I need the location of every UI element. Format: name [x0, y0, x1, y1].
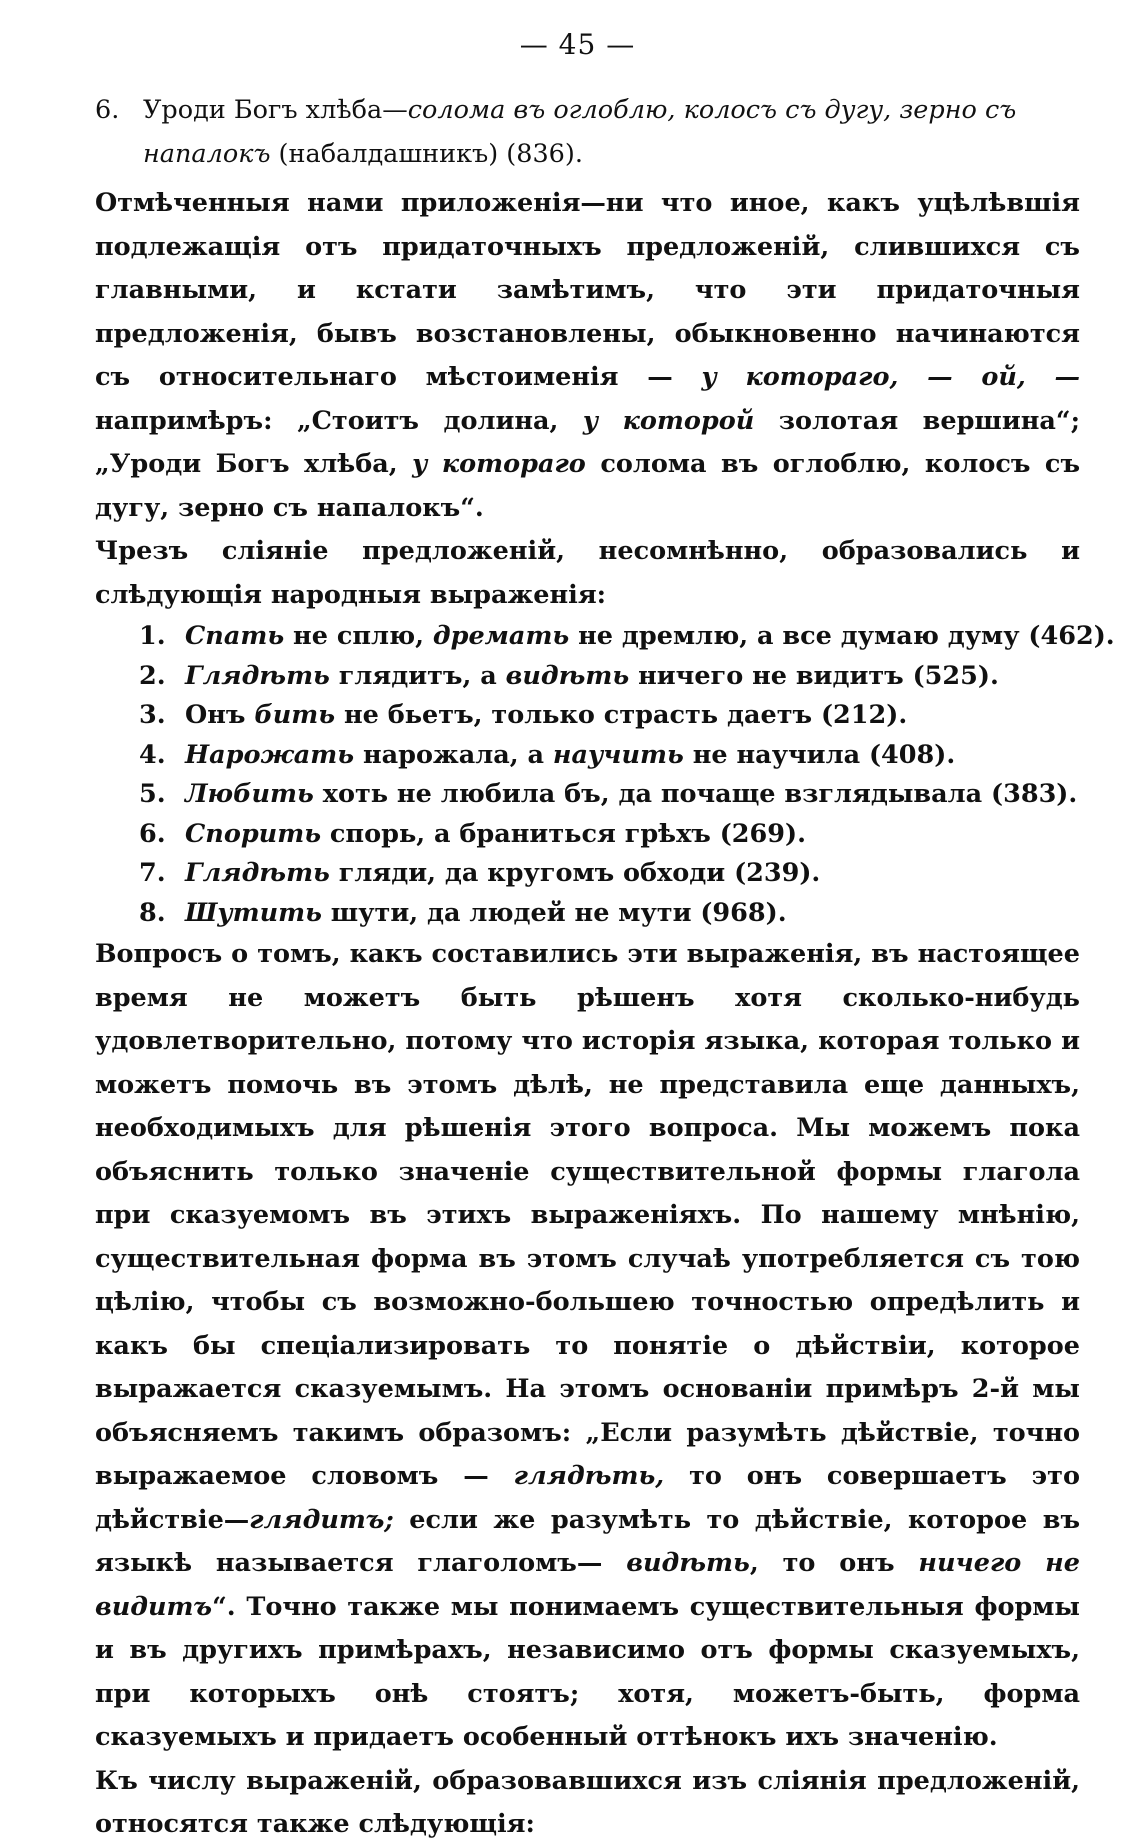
italic-run: Любить: [185, 779, 314, 809]
italic-run: Шутить: [185, 897, 322, 928]
book-page: [95, 28, 1115, 1847]
text-run: золотая вершина“; „Уроди Богъ хлѣба,: [95, 405, 1080, 479]
italic-run: Глядѣть: [185, 858, 330, 888]
italic-run: глядитъ;: [249, 1504, 394, 1535]
text-run: ничего не видитъ (525).: [629, 660, 999, 691]
list-item: [139, 775, 1080, 815]
italic-run: у котораго, — ой, —: [701, 362, 1081, 392]
list-item: [139, 736, 1080, 776]
item-number: 5.: [139, 779, 166, 809]
item-number: 2.: [139, 660, 166, 691]
text-run: Онъ: [185, 700, 255, 730]
entry-text: Уроди Богъ хлѣба—: [143, 95, 408, 125]
list-item: [139, 617, 1115, 657]
text-run: то онъ совершаетъ это дѣйствіе—: [95, 1461, 1080, 1535]
item-number: 7.: [139, 858, 166, 888]
item-number: 3.: [139, 700, 166, 730]
list-item: [139, 854, 1080, 894]
text-run: не научила (408).: [683, 739, 956, 770]
text-run: напримѣръ: „Стоитъ долина,: [95, 405, 583, 436]
text-run: не бьетъ, только страсть даетъ (212).: [335, 700, 908, 730]
text-run: , то онъ: [749, 1548, 919, 1578]
italic-run: ничего не видитъ: [95, 1548, 1080, 1622]
italic-run: бить: [254, 700, 336, 730]
list-item: [139, 815, 1080, 855]
text-run: шути, да людей не мути (968).: [321, 897, 787, 928]
item-number: 6.: [139, 818, 166, 849]
paragraph-explanation: [95, 933, 1080, 1760]
item-number: 8.: [139, 897, 166, 928]
page-number: — 45 —: [519, 28, 636, 61]
paragraph-intro-list: Чрезъ сліяніе предложеній, несомнѣнно, образовались и слѣдующія народныя выраженія:: [95, 536, 1080, 610]
text-run: Вопросъ о томъ, какъ составились эти выраженія, въ настоящее время не можетъ быть рѣшенъ хотя сколько-нибудь удовлетворительно, потому что исторія языка, которая только и можетъ помочь въ этомъ дѣлѣ, не представила еще данныхъ, необходимыхъ для рѣшенія этого вопроса. Мы можемъ пока объяснить только значеніе существительной формы глагола при сказуемомъ въ этихъ выраженіяхъ. По нашему мнѣнію, существительная форма въ этомъ случаѣ употребляется съ тою цѣлію, чтобы съ возможно-большею точностью опредѣлить и какъ бы спеціализировать то понятіе о дѣйствіи, которое выражается сказуемымъ. На этомъ основаніи примѣръ 2-й мы объясняемъ такимъ образомъ: „Если разумѣть дѣйствіе, точно выражаемое словомъ —: [95, 939, 1080, 1491]
entry-number: 6.: [95, 95, 120, 125]
text-run: гляди, да кругомъ обходи (239).: [329, 858, 821, 888]
italic-run: у котораго: [412, 449, 586, 479]
italic-run: глядѣть,: [513, 1461, 665, 1491]
text-run: “. Точно также мы понимаемъ существительныя формы и въ другихъ примѣрахъ, независимо отъ формы сказуемыхъ, при которыхъ онѣ стоятъ; хотя, можетъ-быть, форма сказуемыхъ и придаетъ особенный оттѣнокъ ихъ значенію.: [95, 1591, 1080, 1752]
italic-run: Глядѣть: [185, 660, 330, 691]
paragraph-appositions: [95, 182, 1080, 530]
italic-run: Спать: [185, 621, 285, 651]
list-item: [139, 657, 1080, 697]
italic-run: у которой: [582, 405, 755, 436]
paragraph-closing: Къ числу выраженій, образовавшихся изъ сліянія предложеній, относятся также слѣдующія:: [95, 1765, 1080, 1839]
italic-run: дремать: [432, 621, 570, 651]
expressions-list: [95, 617, 1115, 933]
entry-text-end: (набалдашникъ) (836).: [270, 138, 583, 169]
italic-run: видѣть: [626, 1548, 750, 1578]
list-item: [139, 894, 1080, 934]
example-entry-6: [95, 89, 1080, 176]
entry-italic-text: солома въ оглоблю, колосъ съ дугу, зерно съ напалокъ: [143, 95, 1017, 169]
italic-run: видѣть: [505, 660, 630, 691]
text-run: Отмѣченныя нами приложенія—ни что иное, какъ уцѣлѣвшія подлежащія отъ придаточныхъ предложеній, слившихся съ главными, и кстати замѣтимъ, что эти придаточныя предложенія, бывъ возстановлены, обыкновенно начинаются съ относительнаго мѣстоименія —: [95, 188, 1080, 392]
item-number: 1.: [139, 621, 166, 651]
text-run: солома въ оглоблю, колосъ съ дугу, зерно съ напалокъ“.: [95, 449, 1081, 523]
text-run: хоть не любила бъ, да почаще взглядывала (383).: [313, 779, 1078, 809]
text-run: если же разумѣть то дѣйствіе, которое въ языкѣ называется глаголомъ—: [95, 1504, 1080, 1578]
text-run: не дремлю, а все думаю думу (462).: [569, 621, 1115, 651]
italic-run: научить: [552, 739, 684, 770]
text-run: нарожала, а: [354, 739, 553, 770]
list-item: [139, 696, 1080, 736]
item-number: 4.: [139, 739, 166, 770]
text-run: глядитъ, а: [329, 660, 506, 691]
text-run: не сплю,: [284, 621, 433, 651]
italic-run: Нарожать: [185, 739, 355, 770]
text-run: спорь, а браниться грѣхъ (269).: [321, 818, 806, 849]
italic-run: Спорить: [185, 818, 322, 849]
